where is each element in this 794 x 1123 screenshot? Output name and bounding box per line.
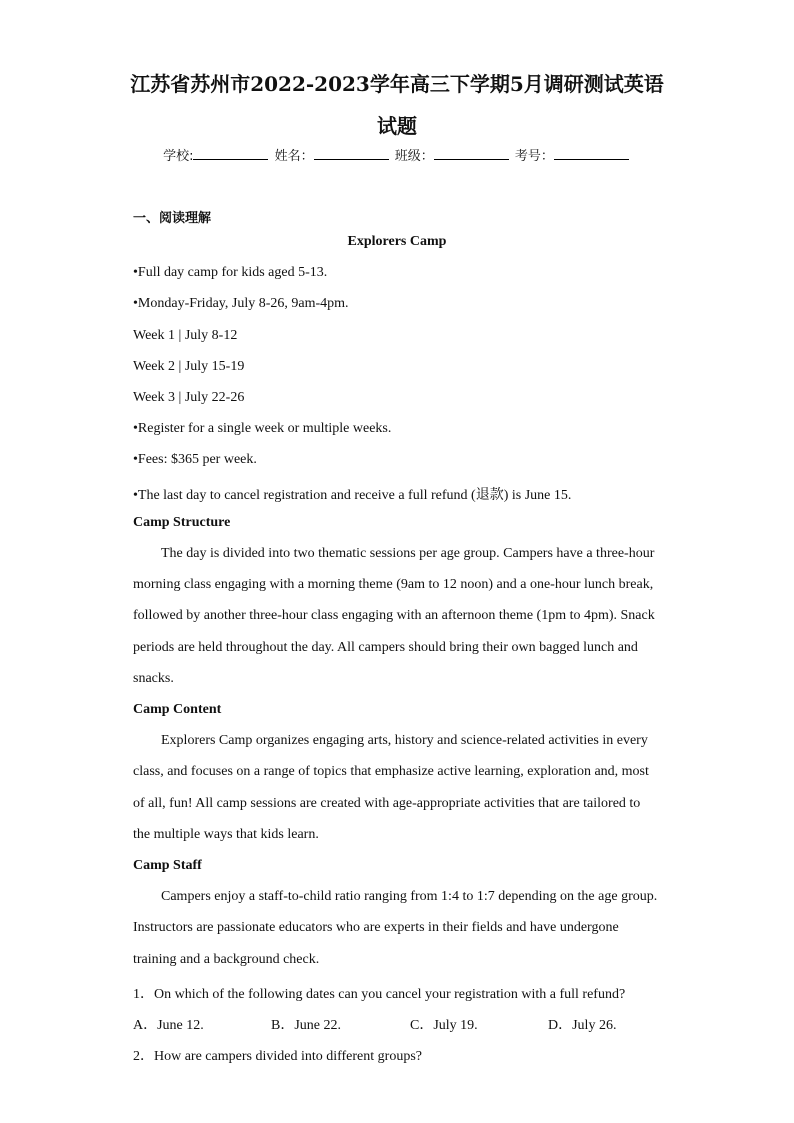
paragraph-line: snacks. [133,671,174,686]
passage-title: Explorers Camp [347,234,447,249]
paragraph-line: training and a background check. [133,952,320,967]
student-info-line [0,145,794,164]
paragraph-line: the multiple ways that kids learn. [133,827,319,842]
info-line: •Full day camp for kids aged 5-13. [133,265,328,280]
info-line: •Register for a single week or multiple weeks. [133,421,392,436]
class-blank [434,147,509,160]
info-line: •The last day to cancel registration and receive a full refund (退款) is June 15. [133,488,572,503]
option-c: C．July 19. [410,1018,478,1033]
info-line: •Monday-Friday, July 8-26, 9am-4pm. [133,296,349,311]
page-title: 江苏省苏州市2022-2023学年高三下学期5月调研测试英语 [130,72,664,96]
name-label: 姓名： [274,149,314,164]
page-title-continued: 试题 [377,114,417,138]
school-label: 学校: [163,149,194,164]
number-label: 考号： [514,149,554,164]
school-blank [193,147,268,160]
content-heading: Camp Content [133,702,222,717]
paragraph-line: Campers enjoy a staff-to-child ratio ranging from 1:4 to 1:7 depending on the age group. [161,889,658,904]
info-line: •Fees: $365 per week. [133,452,257,467]
option-d: D．July 26. [548,1018,617,1033]
info-line: Week 2 | July 15-19 [133,359,245,374]
class-label: 班级： [394,149,434,164]
option-a: A．June 12. [133,1018,204,1033]
number-blank [554,147,629,160]
option-b: B．June 22. [271,1018,341,1033]
paragraph-line: Instructors are passionate educators who are experts in their fields and have undergone [133,920,619,935]
paragraph-line: The day is divided into two thematic sessions per age group. Campers have a three-hour [161,546,655,561]
section-heading: 一、阅读理解 [133,211,212,226]
question-text: 1．On which of the following dates can you cancel your registration with a full refund? [133,987,626,1002]
name-blank [314,147,389,160]
paragraph-line: of all, fun! All camp sessions are created with age-appropriate activities that are tailored to [133,796,641,811]
paragraph-line: Explorers Camp organizes engaging arts, history and science-related activities in every [161,733,648,748]
structure-heading: Camp Structure [133,515,231,530]
staff-heading: Camp Staff [133,858,202,873]
paragraph-line: morning class engaging with a morning theme (9am to 12 noon) and a one-hour lunch break, [133,577,654,592]
paragraph-line: class, and focuses on a range of topics that emphasize active learning, exploration and, most [133,764,649,779]
info-line: Week 1 | July 8-12 [133,328,238,343]
question-text: 2．How are campers divided into different groups? [133,1049,422,1064]
paragraph-line: periods are held throughout the day. All campers should bring their own bagged lunch and [133,640,638,655]
paragraph-line: followed by another three-hour class engaging with an afternoon theme (1pm to 4pm). Snack [133,608,655,623]
info-line: Week 3 | July 22-26 [133,390,245,405]
